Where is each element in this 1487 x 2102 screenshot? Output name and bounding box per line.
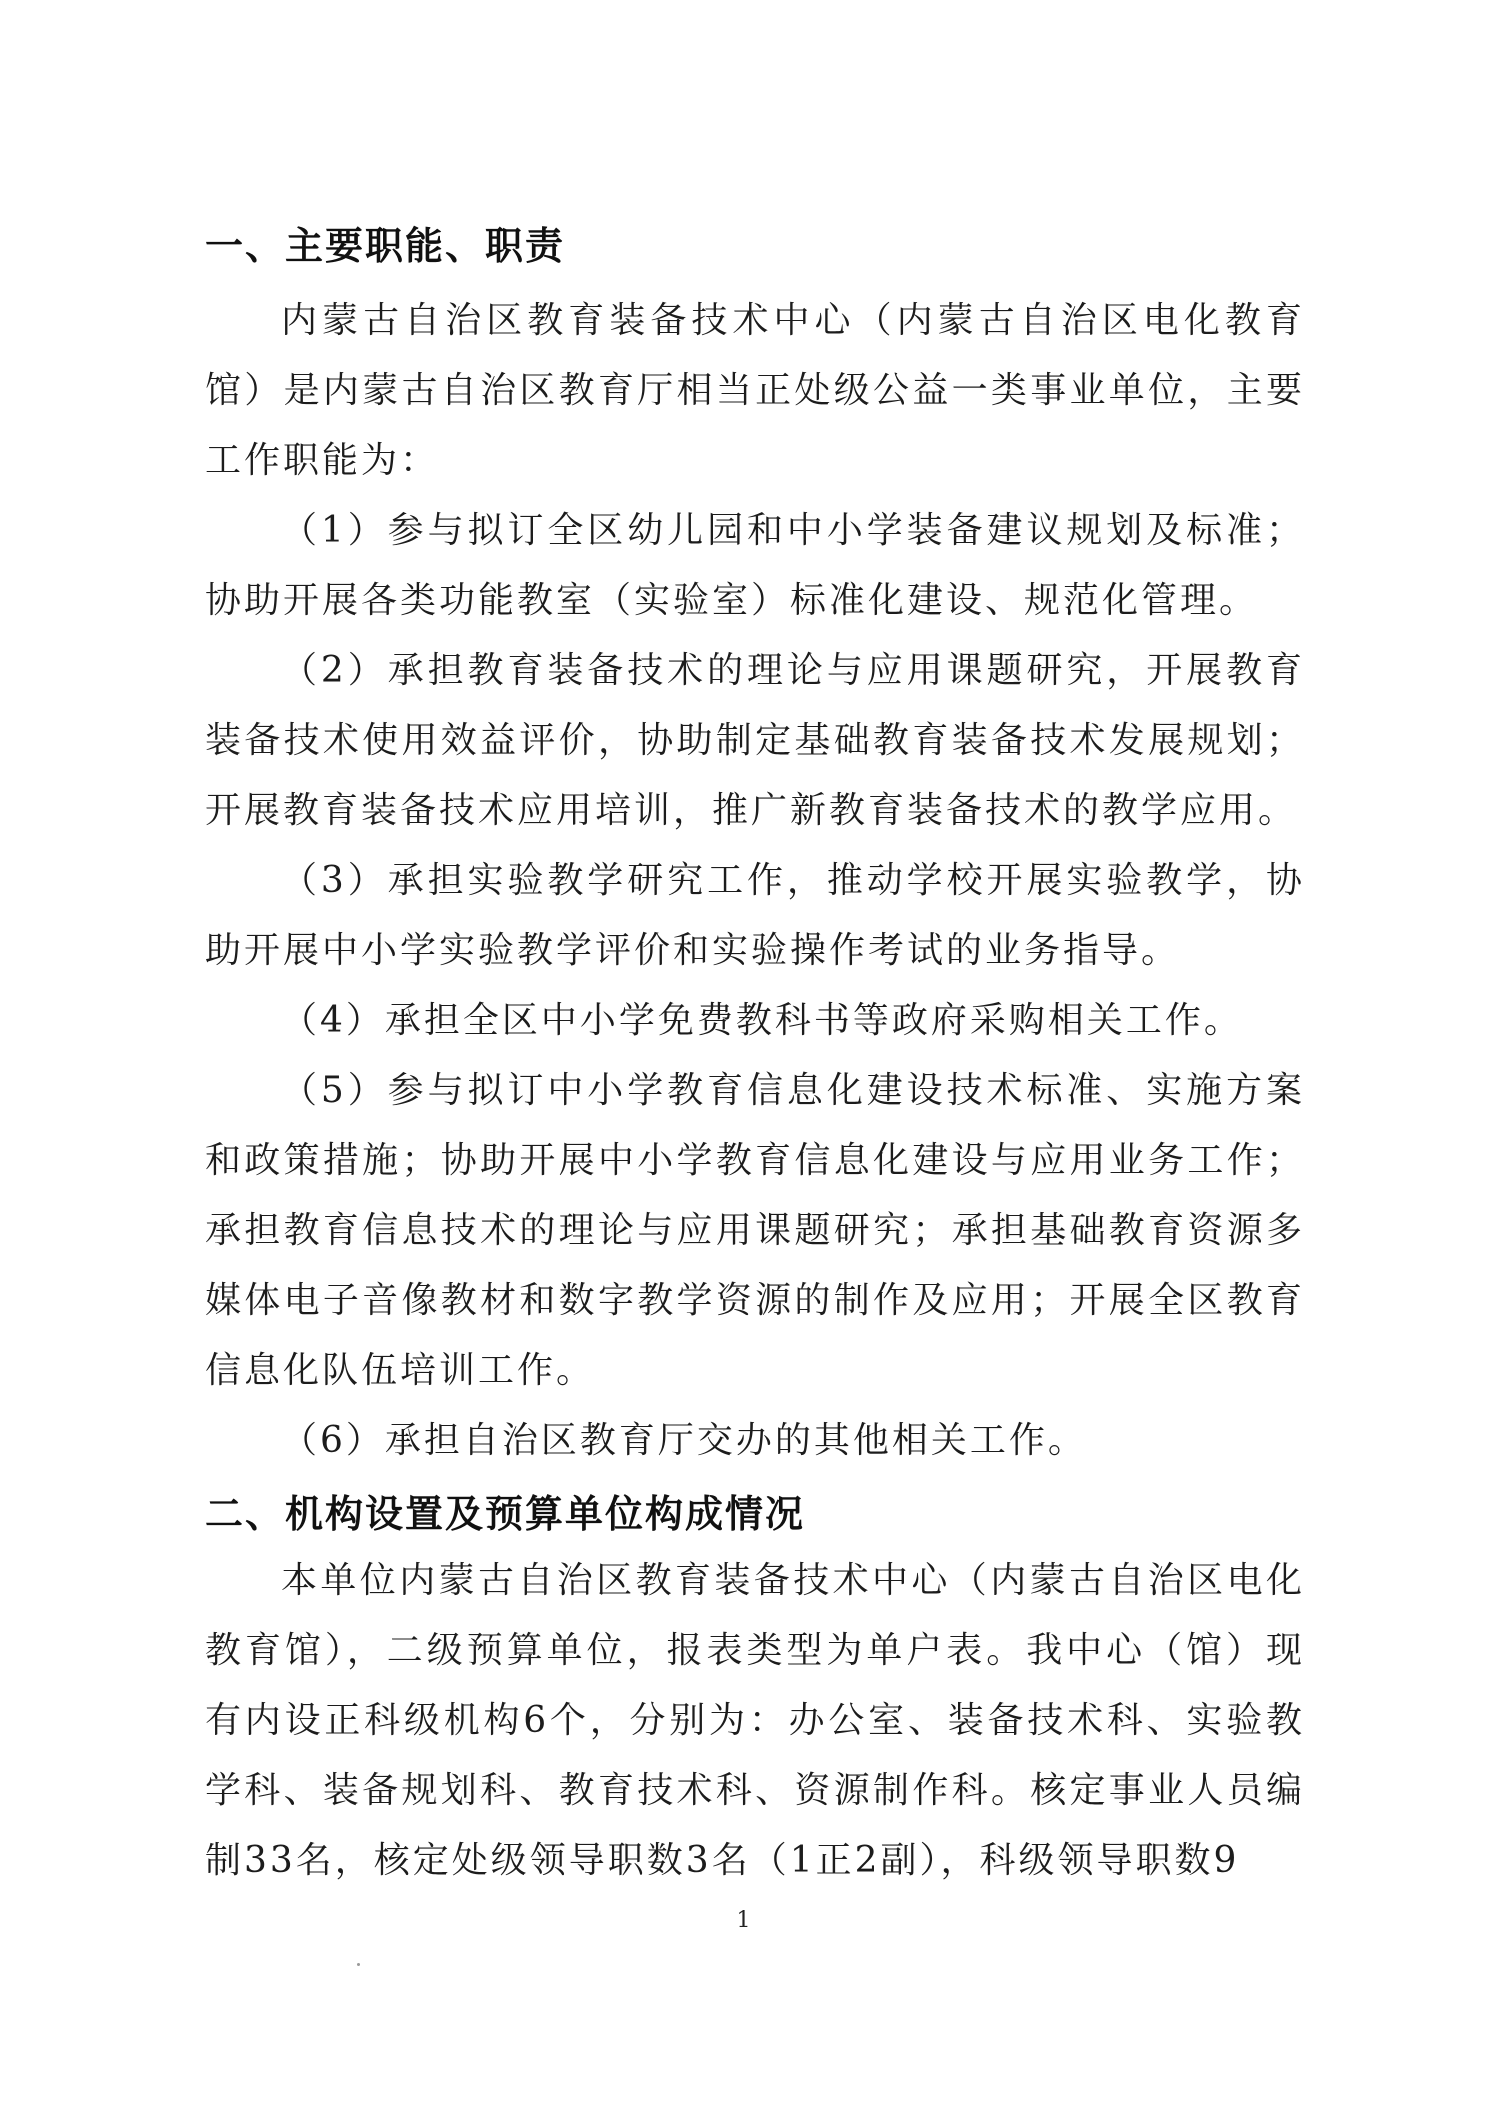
duty-item-3: （3）承担实验教学研究工作，推动学校开展实验教学，协助开展中小学实验教学评价和实验操作考试的业务指导。: [205, 860, 1305, 971]
duty-item-2: （2）承担教育装备技术的理论与应用课题研究，开展教育装备技术使用效益评价，协助制定基础教育装备技术发展规划；开展教育装备技术应用培训，推广新教育装备技术的教学应用。: [205, 650, 1305, 831]
duty-item-5: （5）参与拟订中小学教育信息化建设技术标准、实施方案和政策措施；协助开展中小学教育信息化建设与应用业务工作；承担教育信息技术的理论与应用课题研究；承担基础教育资源多媒体电子音像教材和数字教学资源的制作及应用；开展全区教育信息化队伍培训工作。: [205, 1070, 1305, 1391]
scan-speck: [357, 1963, 360, 1966]
page-number: 1: [736, 1908, 751, 1933]
section-2-body: 本单位内蒙古自治区教育装备技术中心（内蒙古自治区电化教育馆），二级预算单位，报表类型为单户表。我中心（馆）现有内设正科级机构6个，分别为：办公室、装备技术科、实验教学科、装备规划科、教育技术科、资源制作科。核定事业人员编制33名，核定处级领导职数3名（1正2副），科级领导职数9: [205, 1560, 1305, 1881]
section-1-heading: 一、主要职能、职责: [205, 224, 566, 268]
duty-item-6: （6）承担自治区教育厅交办的其他相关工作。: [281, 1420, 1087, 1461]
duty-item-4: （4）承担全区中小学免费教科书等政府采购相关工作。: [281, 1000, 1243, 1041]
section-2-heading: 二、机构设置及预算单位构成情况: [205, 1492, 806, 1536]
section-1-intro: 内蒙古自治区教育装备技术中心（内蒙古自治区电化教育馆）是内蒙古自治区教育厅相当正处级公益一类事业单位，主要工作职能为：: [205, 300, 1305, 481]
duty-item-1: （1）参与拟订全区幼儿园和中小学装备建议规划及标准；协助开展各类功能教室（实验室）标准化建设、规范化管理。: [205, 510, 1305, 621]
